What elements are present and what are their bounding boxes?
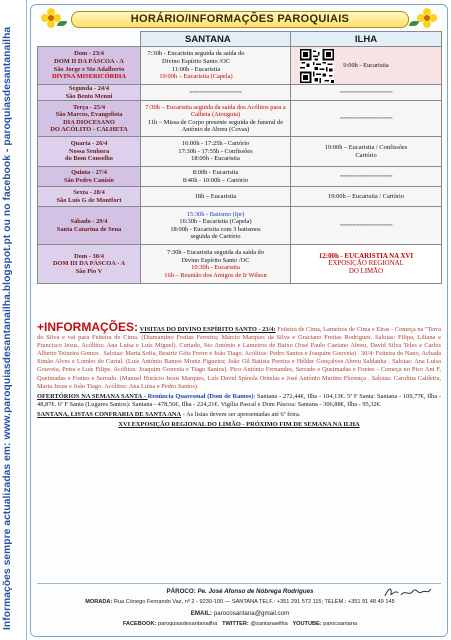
- footer: [31, 583, 448, 637]
- santana-cell: [141, 137, 291, 167]
- day-date: Quarta - 26/4: [70, 140, 108, 148]
- day-date: Dom - 30/4: [74, 252, 104, 260]
- empty-marker: ================: [339, 88, 393, 96]
- day-cell: [38, 207, 141, 245]
- table-row: [38, 187, 442, 207]
- bulletin-page: [30, 4, 448, 637]
- day-saint: do Bom Conselho: [65, 155, 113, 163]
- footer-social: [31, 621, 448, 628]
- event-text: 8:00h - Eucaristia: [192, 169, 239, 177]
- ilha-cell: [291, 85, 442, 101]
- side-banner: [0, 0, 27, 640]
- day-event: DO ACÓLITO - CALHETA: [50, 126, 128, 134]
- santana-cell: [141, 245, 291, 284]
- empty-marker: ================: [339, 172, 393, 180]
- footer-divider: [37, 583, 441, 584]
- ilha-cell: [291, 101, 442, 137]
- event-text-blue: 15:30h - Batismo (Ipr): [186, 210, 245, 218]
- morada-label: MORADA:: [85, 599, 113, 605]
- expo-paragraph: [37, 421, 441, 429]
- day-cell: [38, 245, 141, 284]
- info-section: [37, 320, 442, 431]
- empty-marker: ================: [339, 221, 393, 229]
- event-text-red: 19:00h – Eucaristia (Capela): [159, 73, 233, 81]
- twitter-link[interactable]: @santanaeilha: [250, 621, 288, 627]
- santana-cell: [141, 101, 291, 137]
- footer-morada: [31, 599, 448, 606]
- day-saint: São Marcos, Evangelista: [55, 111, 123, 119]
- santana-cell: [141, 207, 291, 245]
- ilha-cell: [291, 207, 442, 245]
- youtube-link[interactable]: parocsantana: [323, 621, 358, 627]
- day-saint: São Luís G de Montfort: [56, 196, 122, 204]
- header-santana: SANTANA: [141, 32, 291, 47]
- santana-cell: [141, 47, 291, 85]
- ilha-cell: [291, 187, 442, 207]
- offerings-title: Renúncia Quaresmal (Dom de Ramos): [147, 392, 254, 400]
- event-text-red: EXPOSIÇÃO REGIONAL: [328, 260, 404, 268]
- visits-paragraph: [37, 320, 441, 391]
- day-feast: DOM II DA PÁSCOA - A: [54, 57, 124, 65]
- ilha-cell: [291, 245, 442, 284]
- event-text: 18:00h - Eucaristia com 3 batismos: [170, 225, 261, 233]
- ilha-cell: [291, 167, 442, 187]
- facebook-link[interactable]: paroquiasdesantanailha: [158, 621, 218, 627]
- table-row: [38, 245, 442, 284]
- offerings-paragraph: [37, 393, 441, 409]
- schedule-table: [37, 31, 442, 284]
- event-text-red: 12:00h - EUCARISTIA NA XVI: [318, 252, 414, 260]
- table-row: [38, 167, 442, 187]
- morada-text: Rua Cónego Fernando Vaz, nº 2 - 9230-100 — SANTANA TELF.: +351 291 572 115; TELEM.: +351 91 48 49 145: [113, 599, 395, 605]
- event-text: 7:30h - Eucaristia seguida da saída do: [147, 50, 245, 58]
- paroco-name: Pe. José Afonso de Nóbrega Rodrigues: [197, 588, 314, 595]
- event-text: 18:00h - Eucaristia: [191, 155, 240, 163]
- santana-cell: [141, 167, 291, 187]
- email-link[interactable]: parocosantana@gmail.com: [213, 610, 290, 617]
- event-text: 19:00h – Eucaristia / Cartório: [328, 192, 404, 200]
- day-cell: [38, 187, 141, 207]
- day-saint: São Pedro Canísio: [64, 176, 114, 184]
- day-cell: [38, 85, 141, 101]
- event-text-red: 10:30h - Eucaristia: [191, 264, 240, 272]
- day-cell: [38, 137, 141, 167]
- schedule-header-row: [38, 32, 442, 47]
- day-cell: [38, 167, 141, 187]
- day-saint: Nossa Senhora: [68, 147, 110, 155]
- day-event: DIA DIOCESANO: [63, 118, 115, 126]
- event-text: 8:40h - 10:00h – Cartório: [182, 176, 249, 184]
- offerings-text: : Santana - 272,44€, Ilha - 104,13€. 5ª F Santa: Santana - 109,77€, Ilha - 48,87€. 6ª F Santa (Lugares Santos): Santana - 478,56€, Ilha - 224,21€. Vigília Pascal e Dom Páscoa: Santana - 306,88€, Ilha - 95,32€.: [37, 392, 442, 408]
- event-text: 18h – Eucaristia: [194, 192, 237, 200]
- ilha-cell: [291, 137, 442, 167]
- table-row: [38, 137, 442, 167]
- youtube-label: YOUTUBE:: [292, 621, 322, 627]
- empty-marker: ================: [189, 88, 242, 96]
- twitter-label: TWITTER:: [222, 621, 249, 627]
- qr-code-icon: [300, 49, 334, 83]
- event-text-red: 7:30h – Eucaristia seguida da saída dos Acólitos para a Calheta (Atouguia): [145, 103, 286, 119]
- footer-email: [31, 610, 448, 617]
- day-saint: São Jorge e Sto Adalberto: [53, 65, 125, 73]
- empty-marker: ================: [339, 114, 393, 122]
- email-label: EMAIL:: [190, 610, 213, 617]
- event-text: 16:00h - 17:25h - Cartório: [181, 140, 250, 148]
- expo-text: XVI EXPOSIÇÃO REGIONAL DO LIMÃO - PRÓXIMO FIM DE SEMANA NA ILHA: [118, 421, 360, 429]
- event-text: seguida de Cartório: [190, 233, 241, 241]
- day-date: Sexta - 28/4: [73, 189, 105, 197]
- santana-cell: [141, 85, 291, 101]
- schedule-corner: [38, 32, 141, 47]
- event-text: Divino Espírito Santo /OC: [162, 57, 230, 65]
- flower-right-icon: [417, 8, 437, 28]
- day-cell: [38, 47, 141, 85]
- day-highlight: DIVINA MISERICÓRDIA: [51, 73, 127, 81]
- day-date: Terça - 25/4: [72, 103, 106, 111]
- facebook-label: FACEBOOK:: [122, 621, 157, 627]
- event-text: 19:00h – Eucaristia / Confissões: [324, 144, 408, 152]
- day-saint: São Bento Menni: [65, 92, 113, 100]
- day-feast: DOM III DA PÁSCOA - A: [52, 260, 126, 268]
- event-text: Divino Espírito Santo /OC: [181, 256, 250, 264]
- event-text: 16:30h - Eucaristia (Capela): [179, 218, 252, 226]
- header-ilha: ILHA: [291, 32, 442, 47]
- listas-text: - As listas devem ser apresentadas até 6ª feira.: [181, 410, 301, 418]
- listas-lead: SANTANA, LISTAS CONFRARIA DE SANTA ANA: [37, 410, 182, 418]
- leaf-left-icon: [57, 21, 67, 26]
- table-row: [38, 85, 442, 101]
- side-banner-text: Informações sempre actualizadas em: www.paroquiasdesantanailha.blogspot.pt ou no facebook - paroquiasdesantanailha: [2, 26, 13, 630]
- day-date: Segunda - 24/4: [68, 85, 110, 92]
- event-text: 11:00h - Eucaristia: [171, 65, 221, 73]
- event-text: 7:30h - Eucaristia seguida da saída do: [167, 249, 264, 256]
- table-row: [38, 207, 442, 245]
- footer-paroco: [31, 588, 448, 595]
- info-heading: +INFORMAÇÕES:: [37, 320, 139, 334]
- day-date: Sábado - 29/4: [70, 218, 108, 226]
- santana-cell: [141, 187, 291, 207]
- day-date: Quinta - 27/4: [71, 169, 107, 177]
- visits-text: Feiteira de Cima, Lameiros de Cima e Eiras - Começa na "Terra do Silva e vai para Feiteira de Cima. (Diamantino Freitas Ferreira; Márcio Marques da Silva e Graciano Freitas Rodrigues. Saloias: Filipa, Liliana e Francisco Jesus. Acólitos: Ana Luísa e Luís Miguel). Curtado, Sto António e Lameiros de Baixo (José Paulo Caetano Abreu, David Silva Teles e Carlos Alberto Teixeira Gomes . Saloias: Marta Sofia, Beatriz Góis Freire e João Tiago. Acólitos: Pedro Santos e Joaquim Gouveia) . 30/4: Feiteira do Nano, Achada Simão Alves e Lombo do Curral. (Luís António Ramos Moniz Figueira; João Gil Batista Pereira e Hélder Gonçalves Abreu Saldanha . Saloias: Ana Luisa Gouveia, Petra e Luís Filipe. Acólitos: Joaquim Gouveia e Tiago Santos). Pico António Fernandes, Serrado e Queimadas e Fontes - Começa no Pico Ant F, Queimadas e Fontes e Serrado. (Manuel Horácio Jesus Marques, Luís David Spínola Ornelas e José António Martins Florença . Saloias: Carolina Caldeira, Marta Jesus e João Tiago. Acólitos: Ana Luisa e Pedro Santos).: [37, 326, 441, 390]
- day-cell: [38, 101, 141, 137]
- paroco-label: PÁROCO:: [166, 588, 196, 595]
- day-saint: Santa Catarina de Sena: [56, 225, 122, 233]
- event-text: 11h – Missa de Corpo presente seguida de funeral de António de Abreu (Covas): [147, 118, 284, 134]
- page-title: HORÁRIO/INFORMAÇÕES PAROQUIAIS: [71, 11, 409, 28]
- offerings-lead: OFERTÓRIOS NA SEMANA SANTA -: [37, 392, 148, 400]
- event-text: 9:00h - Eucaristia: [343, 61, 389, 69]
- table-row: [38, 47, 442, 85]
- event-text-red: 16h – Reunião dos Amigos de Ir Wilson: [164, 271, 267, 279]
- listas-paragraph: [37, 411, 441, 419]
- day-date: Dom - 23/4: [74, 50, 104, 58]
- visits-lead: VISITAS DO DIVINO ESPÍRITO SANTO - 23/4:: [139, 326, 276, 333]
- event-text: Cartório: [355, 151, 377, 159]
- event-text-red: DO LIMÃO: [348, 267, 384, 275]
- event-text: 17:30h - 17:55h - Confissões: [178, 147, 253, 155]
- table-row: [38, 101, 442, 137]
- day-saint: São Pio V: [75, 267, 103, 275]
